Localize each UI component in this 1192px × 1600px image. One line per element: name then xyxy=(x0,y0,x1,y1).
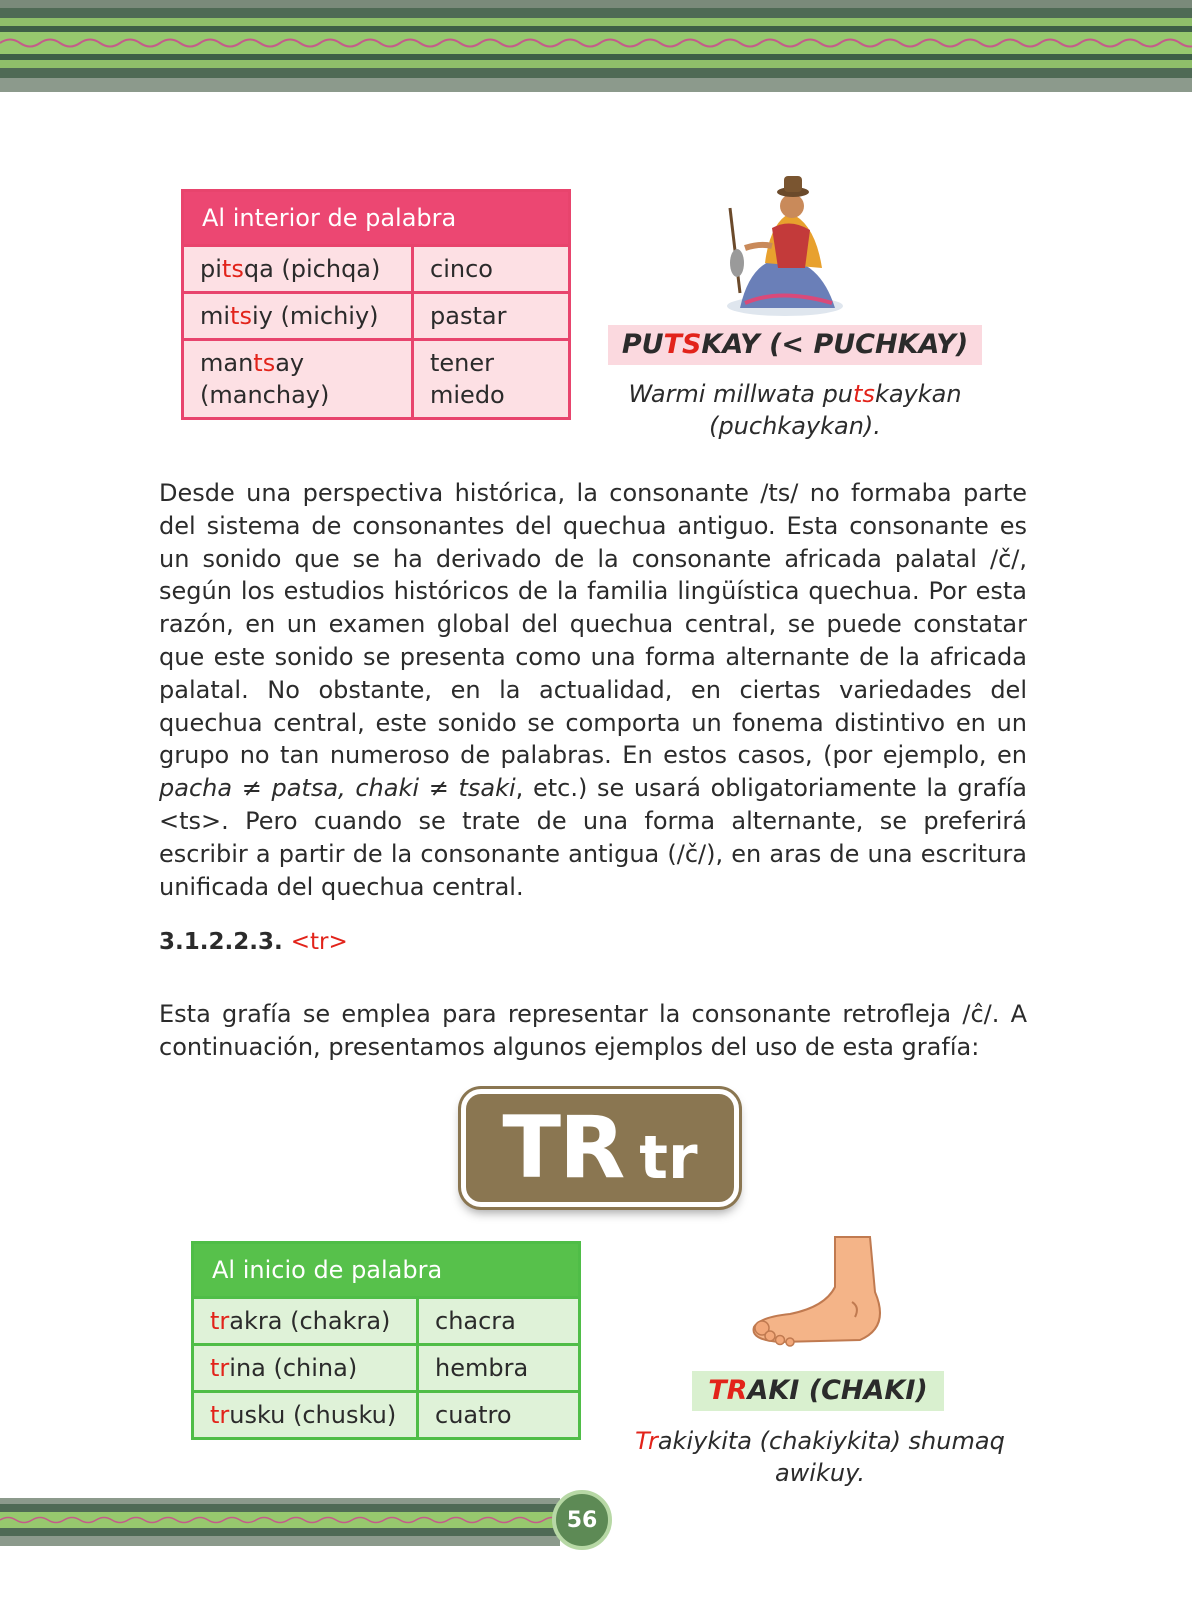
table-row xyxy=(183,246,570,293)
word-cell: trakra (chakra) xyxy=(193,1298,418,1345)
example-sentence-2: Trakiykita (chakiykita) shumaq awikuy. xyxy=(635,1427,1005,1487)
meaning-cell: cinco xyxy=(413,246,570,293)
word-cell: mitsiy (michiy) xyxy=(183,293,413,340)
tr-intro-paragraph: Esta grafía se emplea para representar la consonante retrofleja /ĉ/. A continuación, presentamos algunos ejemplos del uso de esta grafía: xyxy=(159,1000,1027,1061)
word-cell: mantsay (manchay) xyxy=(183,340,413,419)
table-row xyxy=(183,293,570,340)
caption-traki: TRAKI (CHAKI) xyxy=(692,1371,944,1411)
foot-illustration xyxy=(740,1232,900,1352)
caption-putskay: PUTSKAY (< PUCHKAY) xyxy=(608,325,982,365)
letter-upper: TR xyxy=(502,1098,624,1198)
ts-interior-table xyxy=(181,189,571,420)
example-sentence-1: Warmi millwata putskaykan (puchkaykan). xyxy=(628,380,962,440)
meaning-cell: cuatro xyxy=(418,1392,580,1439)
history-paragraph: Desde una perspectiva histórica, la consonante /ts/ no formaba parte del sistema de consonantes del quechua antiguo. Esta consonante es un sonido que se ha derivado de la consonante africada palatal /č/, según los estudios históricos de la familia lingüística quechua. Por esta razón, en un examen global del quechua central, se puede constatar que este sonido se presenta como una forma alternante de la africada palatal. No obstante, en la actualidad, en ciertas variedades del quechua central, este sonido se comporta un fonema distintivo en un grupo no tan numeroso de palabras. En estos casos, (por ejemplo, en pacha ≠ patsa, chaki ≠ tsaki, etc.) se usará obligatoriamente la grafía <ts>. Pero cuando se trate de una forma alternante, se preferirá escribir a partir de la consonante antigua (/č/), en aras de una escritura unificada del quechua central. xyxy=(159,479,1027,901)
word-cell: trina (china) xyxy=(193,1345,418,1392)
meaning-cell: chacra xyxy=(418,1298,580,1345)
letter-lower: tr xyxy=(639,1123,698,1193)
meaning-cell: tener miedo xyxy=(413,340,570,419)
bottom-decorative-band xyxy=(0,1498,560,1548)
table-row xyxy=(193,1345,580,1392)
table-row xyxy=(183,340,570,419)
meaning-cell: hembra xyxy=(418,1345,580,1392)
page-number: 56 xyxy=(552,1490,612,1550)
tr-letter-box xyxy=(461,1089,739,1207)
tr-initial-table xyxy=(191,1241,581,1440)
word-cell: trusku (chusku) xyxy=(193,1392,418,1439)
table-header: Al inicio de palabra xyxy=(193,1243,580,1298)
top-decorative-band xyxy=(0,0,1192,95)
meaning-cell: pastar xyxy=(413,293,570,340)
table-header: Al interior de palabra xyxy=(183,191,570,246)
spinning-woman-illustration xyxy=(710,168,850,320)
table-row xyxy=(193,1392,580,1439)
table-row xyxy=(193,1298,580,1345)
word-cell: pitsqa (pichqa) xyxy=(183,246,413,293)
section-heading: 3.1.2.2.3. <tr> xyxy=(159,929,348,955)
